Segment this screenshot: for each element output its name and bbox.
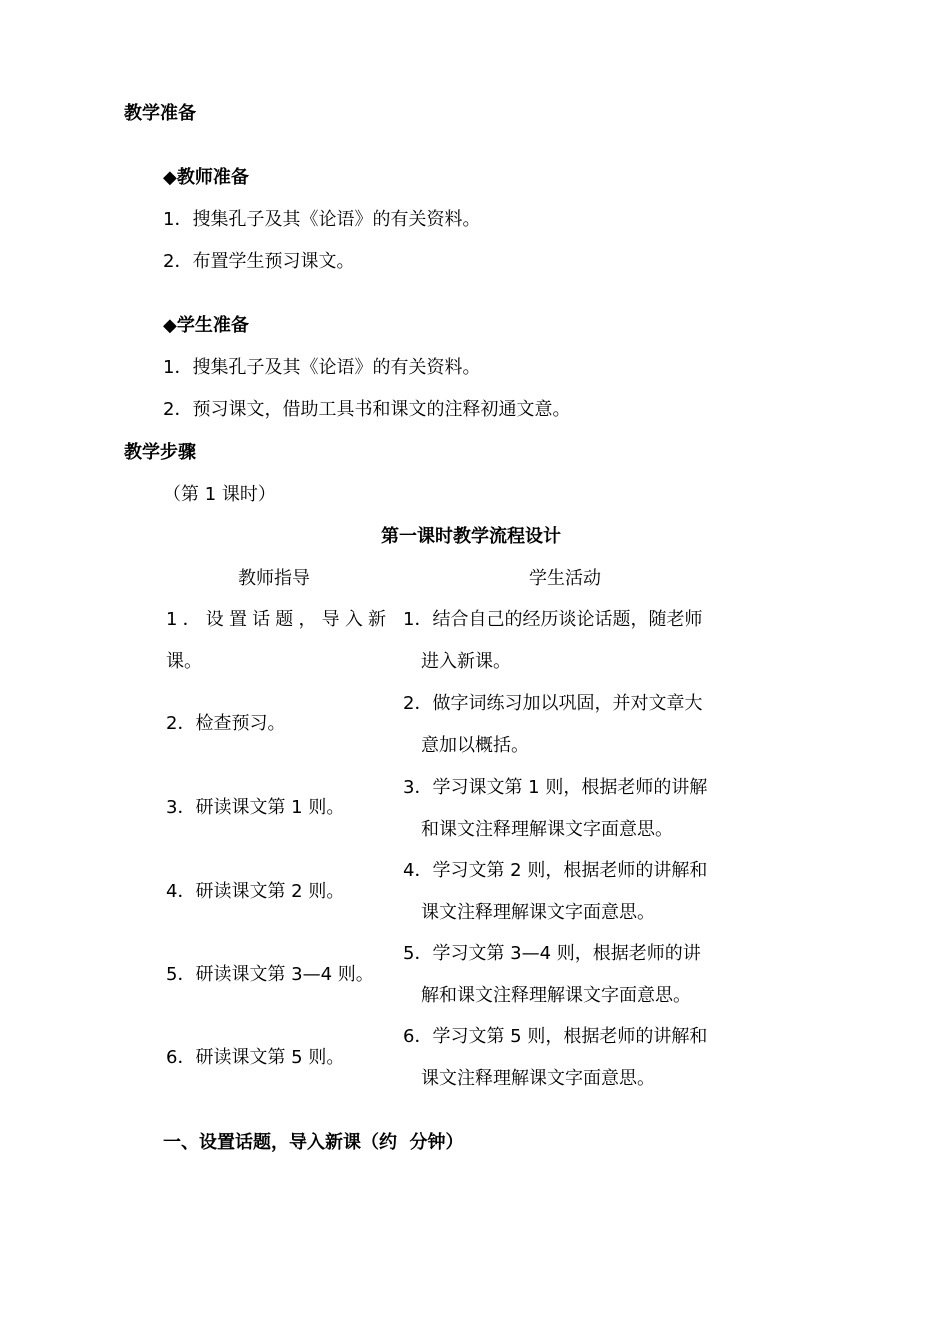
prep-heading: 教学准备 bbox=[124, 103, 196, 124]
teacher-step: 4．研读课文第 2 则。 bbox=[166, 881, 345, 902]
student-activity: 3．学习课文第 1 则，根据老师的讲解 bbox=[403, 777, 708, 798]
teacher-step: 5．研读课文第 3—4 则。 bbox=[166, 964, 374, 985]
student-activity-continued: 意加以概括。 bbox=[421, 735, 529, 756]
teacher-step-continued: 课。 bbox=[166, 651, 202, 672]
student-activity-continued: 课文注释理解课文字面意思。 bbox=[421, 902, 655, 923]
teacher-prep-title: ◆教师准备 bbox=[163, 167, 249, 188]
section-heading: 一、设置话题，导入新课（约 分钟） bbox=[163, 1132, 464, 1153]
student-prep-title: ◆学生准备 bbox=[163, 315, 249, 336]
teacher-step: 2．检查预习。 bbox=[166, 713, 286, 734]
student-activity: 5．学习文第 3—4 则，根据老师的讲 bbox=[403, 943, 701, 964]
student-activity-continued: 进入新课。 bbox=[421, 651, 511, 672]
column-header-teacher: 教师指导 bbox=[238, 568, 310, 589]
student-activity: 4．学习文第 2 则，根据老师的讲解和 bbox=[403, 860, 708, 881]
period-label: （第 1 课时） bbox=[163, 484, 276, 505]
teacher-step: 1．设置话题，导入新 bbox=[166, 609, 386, 630]
teacher-prep-item: 1．搜集孔子及其《论语》的有关资料。 bbox=[163, 209, 481, 230]
student-prep-item: 1．搜集孔子及其《论语》的有关资料。 bbox=[163, 357, 481, 378]
student-activity: 1．结合自己的经历谈论话题，随老师 bbox=[403, 609, 703, 630]
column-header-student: 学生活动 bbox=[529, 568, 601, 589]
student-activity-continued: 和课文注释理解课文字面意思。 bbox=[421, 819, 673, 840]
steps-heading: 教学步骤 bbox=[124, 442, 196, 463]
student-prep-item: 2．预习课文，借助工具书和课文的注释初通文意。 bbox=[163, 399, 571, 420]
student-activity: 6．学习文第 5 则，根据老师的讲解和 bbox=[403, 1026, 708, 1047]
flow-table-title: 第一课时教学流程设计 bbox=[381, 526, 561, 547]
teacher-prep-item: 2．布置学生预习课文。 bbox=[163, 251, 355, 272]
student-activity-continued: 课文注释理解课文字面意思。 bbox=[421, 1068, 655, 1089]
student-activity: 2．做字词练习加以巩固，并对文章大 bbox=[403, 693, 703, 714]
teacher-step: 6．研读课文第 5 则。 bbox=[166, 1047, 345, 1068]
teacher-step: 3．研读课文第 1 则。 bbox=[166, 797, 345, 818]
student-activity-continued: 解和课文注释理解课文字面意思。 bbox=[421, 985, 691, 1006]
